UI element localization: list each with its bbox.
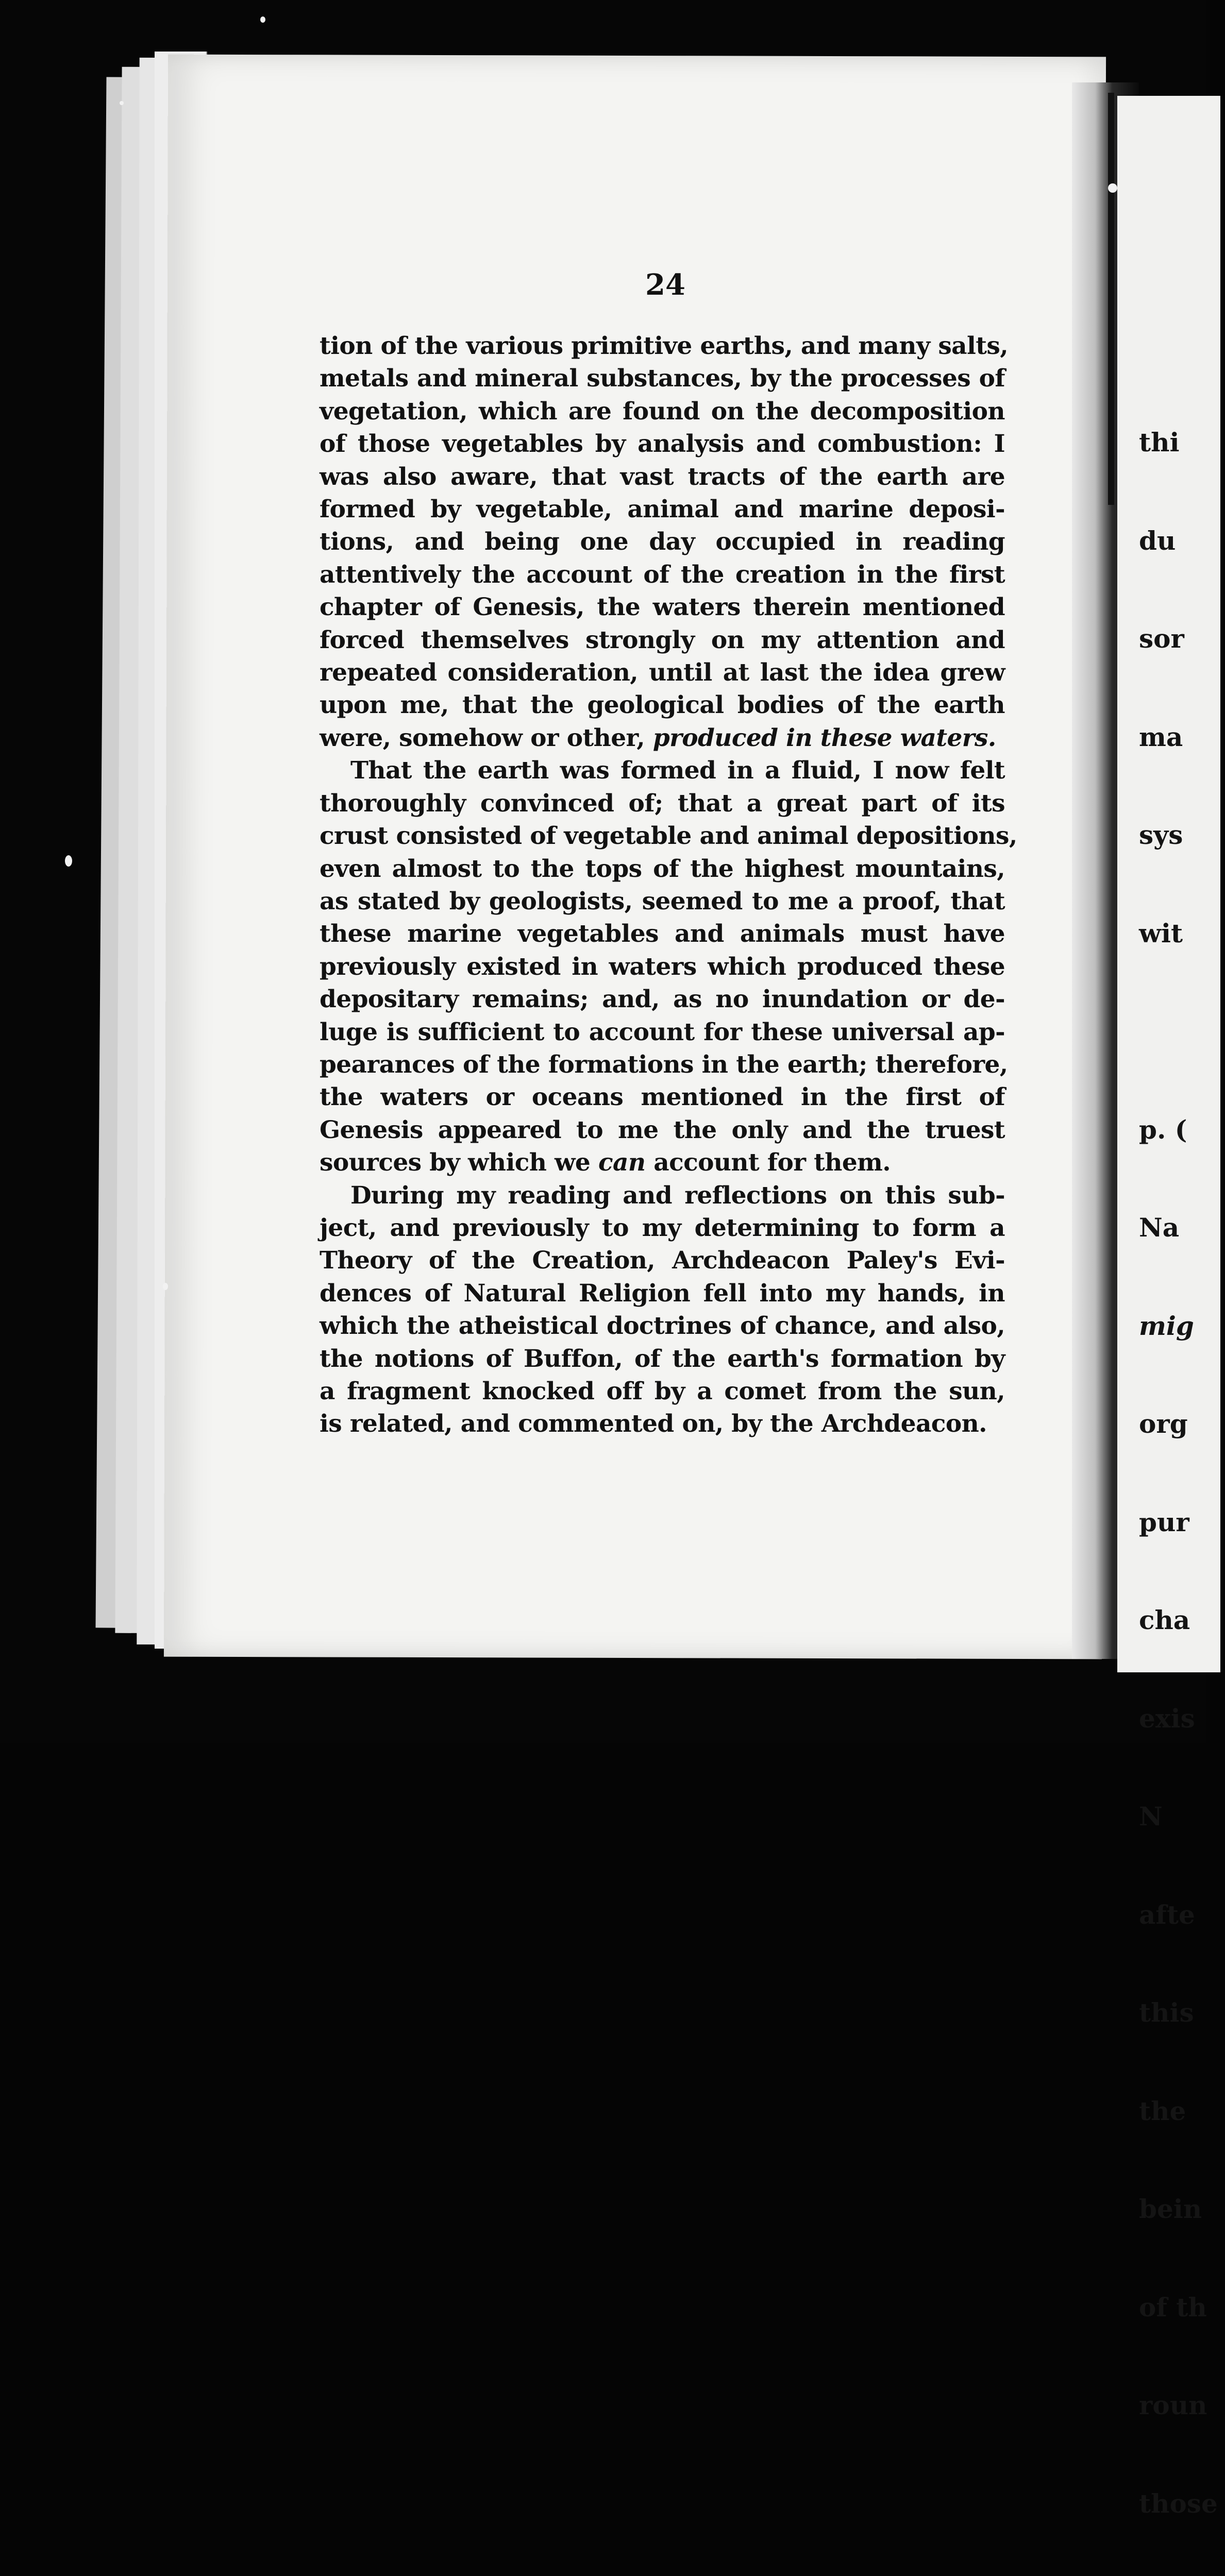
scan-speck — [120, 101, 124, 105]
facing-line: roun — [1139, 2390, 1207, 2420]
text-line: forced themselves strongly on my attention and — [320, 625, 1005, 654]
text-line: luge is sufficient to account for these universal ap- — [320, 1018, 1005, 1046]
facing-page-text — [1139, 361, 1225, 2576]
facing-line: afte — [1139, 1899, 1195, 1930]
text-line: even almost to the tops of the highest mountains, — [320, 854, 1005, 883]
scan-speck — [163, 1283, 168, 1290]
facing-line: ma — [1139, 721, 1183, 752]
text-line: metals and mineral substances, by the processes of — [320, 364, 1005, 393]
facing-line: the — [1139, 2095, 1186, 2126]
text-line: vegetation, which are found on the decomposition — [320, 397, 1005, 426]
text-line: formed by vegetable, animal and marine deposi- — [320, 495, 1005, 524]
facing-line: du — [1139, 525, 1176, 556]
paragraph — [320, 754, 1017, 1179]
facing-line: this — [1139, 1997, 1194, 2028]
text-line: which the atheistical doctrines of chance, and also, — [320, 1312, 1005, 1341]
facing-line: wit — [1139, 918, 1183, 948]
text-line: thoroughly convinced of; that a great part of its — [320, 789, 1005, 818]
text-line: dences of Natural Religion fell into my hands, in — [320, 1279, 1005, 1308]
italic-text-run: produced in these waters. — [652, 723, 996, 752]
facing-line: org — [1139, 1409, 1188, 1439]
scan-speck — [260, 16, 265, 23]
body-text — [320, 330, 1017, 1440]
gutter-shadow-line — [1108, 93, 1114, 505]
facing-line: those — [1139, 2488, 1218, 2519]
text-line: tion of the various primitive earths, and many salts, — [320, 332, 1009, 360]
text-line: chapter of Genesis, the waters therein mentioned — [320, 593, 1005, 622]
facing-line: mig — [1139, 1310, 1194, 1341]
text-line — [320, 722, 1005, 754]
facing-line — [1139, 1015, 1225, 1048]
text-line: as stated by geologists, seemed to me a proof, that — [320, 887, 1005, 916]
facing-line: Na — [1139, 1212, 1180, 1243]
text-line: previously existed in waters which produced these — [320, 952, 1005, 981]
text-line: repeated consideration, until at last the idea grew — [320, 658, 1005, 687]
text-line — [320, 1146, 1005, 1179]
text-run: sources by which we — [320, 1148, 598, 1177]
text-line: the notions of Buffon, of the earth's formation by — [320, 1344, 1005, 1373]
text-line: the waters or oceans mentioned in the first of — [320, 1083, 1005, 1112]
text-line: During my reading and reflections on this sub- — [350, 1181, 1005, 1210]
page-number: 24 — [645, 268, 685, 302]
text-line: of those vegetables by analysis and combustion: I — [320, 430, 1005, 459]
text-line: tions, and being one day occupied in reading — [320, 528, 1005, 556]
facing-line: sor — [1139, 623, 1184, 654]
text-line: That the earth was formed in a fluid, I now felt — [350, 756, 1005, 785]
facing-line: N — [1139, 1801, 1163, 1832]
facing-line: bein — [1139, 2194, 1202, 2224]
paragraph — [320, 1179, 1005, 1440]
text-line: attentively the account of the creation in the first — [320, 560, 1005, 589]
facing-line: sys — [1139, 820, 1183, 850]
text-run: were, somehow or other, — [320, 723, 653, 752]
paragraph — [320, 330, 1009, 754]
text-line: upon me, that the geological bodies of the earth — [320, 691, 1005, 720]
facing-line: of th — [1139, 2292, 1207, 2323]
italic-text-run: can — [598, 1148, 646, 1177]
text-line: Theory of the Creation, Archdeacon Paley's Evi- — [320, 1246, 1005, 1275]
text-line: crust consisted of vegetable and animal depositions, — [320, 822, 1017, 851]
facing-line: cha — [1139, 1605, 1190, 1635]
facing-line: exis — [1139, 1703, 1195, 1734]
text-line: these marine vegetables and animals must have — [320, 920, 1005, 948]
facing-line: thi — [1139, 427, 1180, 457]
text-line: a fragment knocked off by a comet from the sun, — [320, 1377, 1005, 1405]
facing-line: p. ( — [1139, 1114, 1187, 1145]
text-line: depositary remains; and, as no inundation or de- — [320, 985, 1005, 1014]
text-line: Genesis appeared to me the only and the truest — [320, 1115, 1005, 1144]
text-line: was also aware, that vast tracts of the earth are — [320, 462, 1005, 491]
text-line: pearances of the formations in the earth; therefore, — [320, 1050, 1008, 1079]
text-run: account for them. — [645, 1148, 891, 1177]
text-line: ject, and previously to my determining to form a — [320, 1213, 1005, 1242]
scan-speck — [65, 855, 72, 867]
facing-line: pur — [1139, 1506, 1189, 1537]
scan-speck — [1108, 183, 1117, 193]
text-line: is related, and commented on, by the Archdeacon. — [320, 1410, 987, 1438]
